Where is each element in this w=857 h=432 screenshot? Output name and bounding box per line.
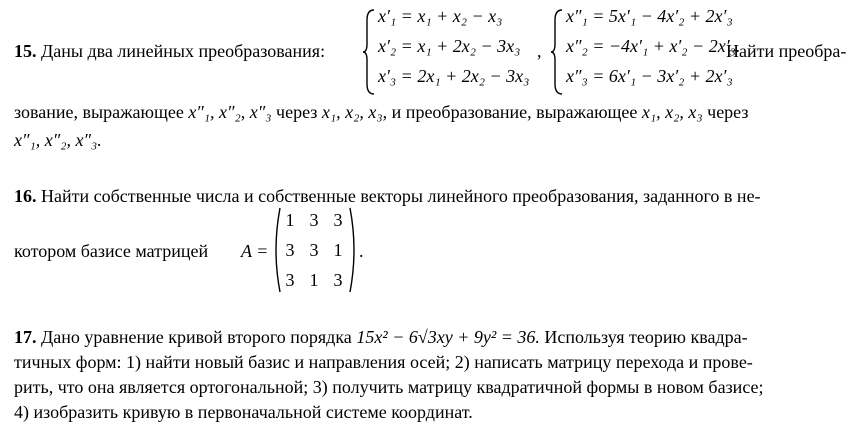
equation: x″₁ = 5x′₁ − 4x′₂ + 2x′₃ — [566, 6, 733, 26]
matrix-cell: 3 — [333, 210, 343, 230]
matrix-cell: 1 — [333, 240, 343, 260]
problem-16-heading — [14, 186, 761, 207]
matrix-label: A = — [241, 241, 269, 261]
matrix-cell: 3 — [309, 240, 319, 260]
variables: x″₁, x″₂, x″₃ — [188, 102, 272, 122]
matrix-cell: 3 — [309, 210, 319, 230]
variables: x″₁, x″₂, x″₃. — [14, 130, 102, 150]
problem-15-heading — [14, 41, 325, 62]
text: через — [707, 102, 749, 122]
punctuation: . — [359, 241, 364, 261]
problem-text: Используя теорию квадра- — [544, 327, 748, 347]
equation: x′₂ = x₁ + 2x₂ − 3x₃ — [378, 36, 521, 56]
problem-number: 16. — [14, 186, 37, 206]
equation: x′₃ = 2x₁ + 2x₂ − 3x₃ — [378, 66, 530, 86]
problem-text: котором базисе матрицей — [14, 241, 209, 261]
equation: x′₁ = x₁ + x₂ − x₃ — [378, 6, 503, 26]
problem-text: Даны два линейных преобразования: — [41, 41, 326, 61]
problem-number: 15. — [14, 41, 37, 61]
left-brace-icon — [550, 8, 564, 96]
problem-number: 17. — [14, 327, 37, 347]
text: через — [276, 102, 318, 122]
equation: x″₃ = 6x′₁ − 3x′₂ + 2x′₃ — [566, 66, 733, 86]
problem-text: тичных форм: 1) найти новый базис и направления осей; 2) написать матрицу перехода и прове- — [14, 352, 753, 372]
problem-text: рить, что она является ортогональной; 3) получить матрицу квадратичной формы в новом базисе; — [14, 377, 764, 397]
curve-equation: 15x² − 6√3xy + 9y² = 36. — [356, 327, 540, 347]
matrix-cell: 3 — [333, 270, 343, 290]
text: и преобразование, выражающее — [391, 102, 638, 122]
matrix-cell: 1 — [285, 210, 295, 230]
variables: x₁, x₂, x₃, — [321, 102, 388, 122]
matrix-cell: 3 — [285, 240, 295, 260]
problem-text: Найти собственные числа и собственные векторы линейного преобразования, заданного в не- — [41, 186, 761, 206]
problem-text: Дано уравнение кривой второго порядка — [41, 327, 352, 347]
separator-comma: , — [537, 41, 542, 61]
matrix-cell: 1 — [309, 270, 319, 290]
problem-text: Найти преобра- — [726, 41, 847, 61]
left-brace-icon — [362, 8, 376, 96]
text: зование, выражающее — [14, 102, 184, 122]
problem-text: 4) изобразить кривую в первоначальной системе координат. — [14, 402, 473, 422]
variables: x₁, x₂, x₃ — [641, 102, 703, 122]
problem-15-line-2 — [14, 102, 749, 123]
problem-17-heading — [14, 327, 748, 348]
equation: x″₂ = −4x′₁ + x′₂ − 2x′₃. — [566, 36, 741, 56]
matrix-cell: 3 — [285, 270, 295, 290]
